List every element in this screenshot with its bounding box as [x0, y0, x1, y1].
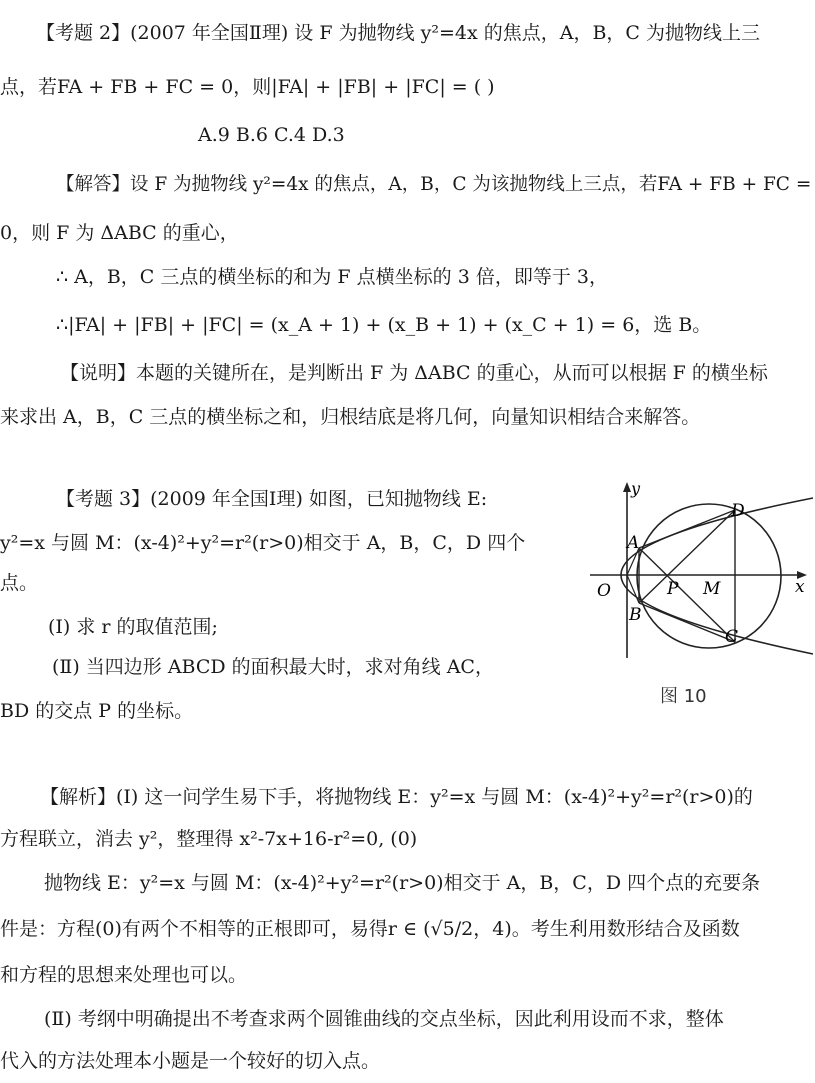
answer2-line2: 0，则 F 为 ΔABC 的重心， [0, 222, 239, 244]
label-a: A [627, 533, 640, 553]
problem2-options: A.9 B.6 C.4 D.3 [198, 124, 345, 146]
label-p: P [667, 579, 679, 599]
answer2-line1: 【解答】设 F 为抛物线 y²=4x 的焦点，A，B，C 为该抛物线上三点，若FA + FB + FC = [56, 174, 812, 195]
label-y: y [631, 479, 641, 498]
analysis3-line2: 方程联立，消去 y²，整理得 x²-7x+16-r²=0, (0) [0, 828, 418, 850]
answer2-line3: ∴ A，B，C 三点的横坐标的和为 F 点横坐标的 3 倍，即等于 3， [56, 266, 608, 288]
segment-ad [639, 510, 735, 548]
problem3-line4: (Ⅰ) 求 r 的取值范围; [48, 616, 218, 638]
diagonal-bd [639, 510, 735, 603]
label-m: M [703, 579, 721, 599]
problem3-line3: 点。 [0, 572, 39, 594]
problem3-line2: y²=x 与圆 M：(x-4)²+y²=r²(r>0)相交于 A，B，C，D 四个 [0, 532, 526, 554]
analysis3-line1: 【解析】(Ⅰ) 这一问学生易下手，将抛物线 E：y²=x 与圆 M：(x-4)²+y²=r²(r>0)的 [40, 786, 753, 808]
problem3-line1: 【考题 3】(2009 年全国Ⅰ理) 如图，已知抛物线 E: [56, 488, 488, 510]
problem3-line5: (Ⅱ) 当四边形 ABCD 的面积最大时，求对角线 AC， [52, 656, 494, 678]
diagonal-ac [639, 548, 735, 642]
problem3-line6: BD 的交点 P 的坐标。 [0, 700, 194, 722]
figure-caption: 图 10 [660, 686, 707, 707]
circle-m [637, 504, 781, 648]
y-axis-arrow [623, 482, 631, 492]
label-o: O [597, 581, 611, 601]
label-b: B [629, 605, 642, 625]
parabola-e [621, 498, 813, 654]
analysis3-line5: 和方程的思想来处理也可以。 [0, 964, 248, 986]
analysis3-line7: 代入的方法处理本小题是一个较好的切入点。 [0, 1050, 381, 1072]
note2-line2: 来求出 A，B，C 三点的横坐标之和，归根结底是将几何，向量知识相结合来解答。 [0, 406, 701, 428]
label-x: x [795, 577, 805, 597]
answer2-line4: ∴|FA| + |FB| + |FC| = (x_A + 1) + (x_B + 1) + (x_C + 1) = 6，选 B。 [56, 314, 712, 336]
analysis3-line4: 件是：方程(0)有两个不相等的正根即可，易得r ∈ (√5/2，4)。考生利用数形结合及函数 [0, 918, 740, 940]
label-c: C [725, 627, 739, 647]
analysis3-line3: 抛物线 E：y²=x 与圆 M：(x-4)²+y²=r²(r>0)相交于 A，B，C，D 四个点的充要条 [44, 872, 761, 894]
note2-line1: 【说明】本题的关键所在，是判断出 F 为 ΔABC 的重心，从而可以根据 F 的横坐标 [60, 362, 768, 384]
label-d: D [731, 501, 745, 521]
problem2-line2: 点，若FA + FB + FC = 0，则|FA| + |FB| + |FC| = ( ) [0, 76, 495, 98]
problem2-line1: 【考题 2】(2007 年全国Ⅱ理) 设 F 为抛物线 y²=4x 的焦点，A，B，C 为抛物线上三 [36, 22, 760, 44]
analysis3-line6: (Ⅱ) 考纲中明确提出不考查求两个圆锥曲线的交点坐标，因此利用设而不求，整体 [44, 1008, 724, 1030]
